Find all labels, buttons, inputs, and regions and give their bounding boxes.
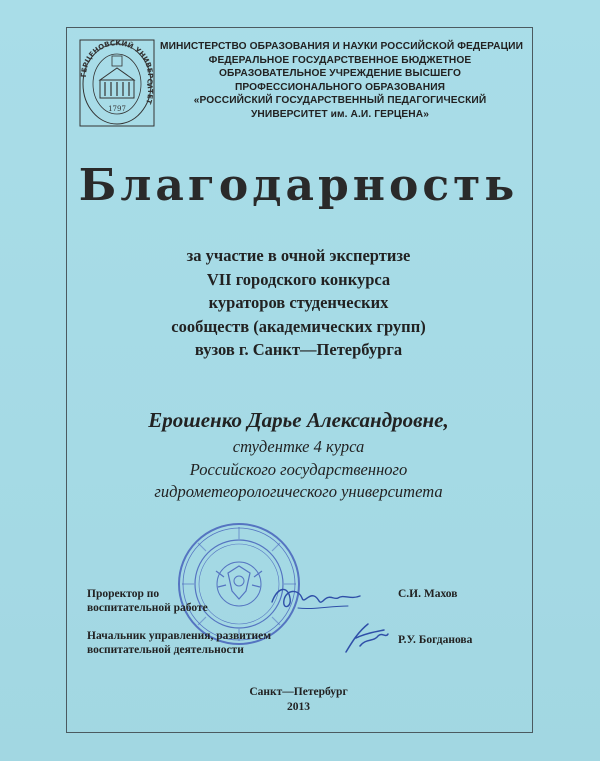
signatory-position	[87, 629, 271, 657]
position-line: воспитательной работе	[87, 602, 208, 614]
recipient-detail-line: Российского государственного	[189, 459, 408, 479]
reason-line: сообществ (академических групп)	[171, 316, 426, 336]
reason-line: за участие в очной экспертизе	[186, 246, 411, 265]
ministry-header	[160, 40, 524, 121]
logo-year: 1797	[108, 105, 126, 113]
certificate-title: Благодарность	[78, 160, 519, 211]
university-logo-icon	[78, 38, 156, 128]
recipient-name: Ерошенко Дарье Александровне,	[148, 408, 449, 432]
signature-icon	[268, 580, 368, 616]
recipient-detail-line: гидрометеорологического университета	[154, 482, 443, 501]
position-line: Проректор по	[87, 588, 160, 600]
ministry-line: ФЕДЕРАЛЬНОЕ ГОСУДАРСТВЕННОЕ БЮДЖЕТНОЕ	[208, 54, 472, 66]
reason-line: кураторов студенческих	[208, 293, 389, 312]
recipient-detail-line: студентке 4 курса	[232, 437, 365, 456]
ministry-line: МИНИСТЕРСТВО ОБРАЗОВАНИЯ И НАУКИ РОССИЙСКОЙ ФЕДЕРАЦИИ	[160, 41, 524, 52]
reason-line: вузов г. Санкт—Петербурга	[194, 340, 403, 359]
signature-icon	[338, 618, 392, 658]
position-line: Начальник управления, развитием	[87, 630, 272, 642]
issue-place-date	[66, 685, 531, 715]
recipient-details	[66, 436, 531, 504]
logo-ring-text: ГЕРЦЕНОВСКИЙ УНИВЕРСИТЕТ	[79, 39, 155, 105]
ministry-line: УНИВЕРСИТЕТ им. А.И. ГЕРЦЕНА»	[251, 108, 429, 120]
issue-year: 2013	[287, 701, 310, 713]
ministry-line: ОБРАЗОВАТЕЛЬНОЕ УЧРЕЖДЕНИЕ ВЫСШЕГО	[218, 68, 462, 79]
reason-line: VII городского конкурса	[206, 269, 391, 289]
signatory-name: Р.У. Богданова	[398, 634, 473, 646]
signatory-name: С.И. Махов	[398, 588, 458, 600]
signatory-position	[87, 587, 208, 615]
award-reason	[66, 244, 531, 362]
ministry-line: «РОССИЙСКИЙ ГОСУДАРСТВЕННЫЙ ПЕДАГОГИЧЕСКИЙ	[193, 95, 487, 106]
ministry-line: ПРОФЕССИОНАЛЬНОГО ОБРАЗОВАНИЯ	[234, 81, 446, 93]
issue-city: Санкт—Петербург	[249, 686, 348, 698]
position-line: воспитательной деятельности	[87, 644, 244, 656]
